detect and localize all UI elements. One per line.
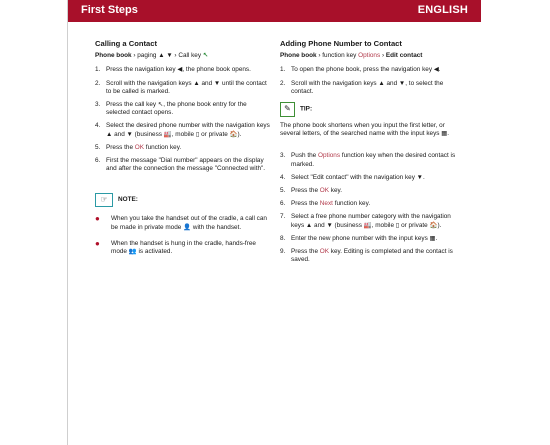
adding-number-title: Adding Phone Number to Contact xyxy=(280,39,402,48)
path-end: Edit contact xyxy=(385,52,423,60)
calling-contact-path xyxy=(95,52,271,60)
call-key-icon: ↖ xyxy=(202,52,209,60)
list-item: ● When the handset is hung in the cradle, hands-free mode 👥 is activated. xyxy=(95,238,256,256)
list-item: 4. Select "Edit contact" with the navigation key ▼. xyxy=(280,173,425,181)
tip-header xyxy=(280,102,456,117)
list-item: 6. First the message "Dial number" appears on the display and after the connection the message "Connected with". xyxy=(95,157,266,173)
list-item: 4. Select the desired phone number with the navigation keys ▲ and ▼ (business 🏭, mobile ▯ or private 🏠). xyxy=(95,122,270,138)
list-item: 7. Select a free phone number category with the navigation keys ▲ and ▼ (business 🏭, mobile ▯ or private 🏠). xyxy=(280,213,451,229)
list-item: 3. Press the call key ↖, the phone book entry for the selected contact opens. xyxy=(95,101,247,117)
tip-icon: ✎ xyxy=(280,102,295,117)
right-column xyxy=(280,40,456,269)
list-item: 1. Press the navigation key ◀, the phone book opens. xyxy=(95,66,251,74)
calling-steps xyxy=(95,66,271,173)
list-item: 3. Push the Options function key when the desired contact is marked. xyxy=(280,152,456,168)
list-item: 5. Press the OK function key. xyxy=(95,143,182,151)
list-item: 8. Enter the new phone number with the input keys ▦. xyxy=(280,234,438,242)
list-item: ● When you take the handset out of the cradle, a call can be made in private mode 👤 with the handset. xyxy=(95,214,267,231)
path-bold: Phone book xyxy=(280,52,317,60)
path-rest: › paging ▲ ▼ › Call key xyxy=(131,52,203,60)
path-options: Options xyxy=(358,52,381,60)
list-item: 6. Press the Next function key. xyxy=(280,200,371,208)
tip-text: The phone book shortens when you input the first letter, or several letters, of the searched name with the input keys ▦. xyxy=(280,122,450,138)
list-item: 2. Scroll with the navigation keys ▲ and ▼, to select the contact. xyxy=(280,79,444,95)
list-item: 1. To open the phone book, press the navigation key ◀. xyxy=(280,66,441,74)
calling-contact-title: Calling a Contact xyxy=(95,39,158,48)
list-item: 5. Press the OK key. xyxy=(280,187,343,195)
section-title: First Steps xyxy=(81,4,138,16)
path-rest: › function key xyxy=(316,52,359,60)
note-label: NOTE: xyxy=(118,196,138,204)
adding-number-path: Phone book › function key Options › Edit contact xyxy=(280,52,423,60)
path-bold: Phone book xyxy=(95,52,132,60)
bullet-icon: ● xyxy=(95,238,100,248)
note-icon: ☞ xyxy=(95,193,113,207)
note-header xyxy=(95,193,271,207)
page-edge xyxy=(67,0,68,445)
note-list xyxy=(95,215,271,256)
bullet-icon: ● xyxy=(95,214,100,224)
left-column xyxy=(95,40,271,264)
adding-steps-a xyxy=(280,66,456,96)
tip-label: TIP: xyxy=(300,105,313,113)
list-item: 2. Scroll with the navigation keys ▲ and ▼ until the contact to be called is marked. xyxy=(95,79,267,95)
list-item: 9. Press the OK key. Editing is completed and the contact is saved. xyxy=(280,248,453,264)
language-label: ENGLISH xyxy=(417,4,468,16)
adding-steps-b xyxy=(280,152,456,264)
page-header xyxy=(68,0,481,22)
